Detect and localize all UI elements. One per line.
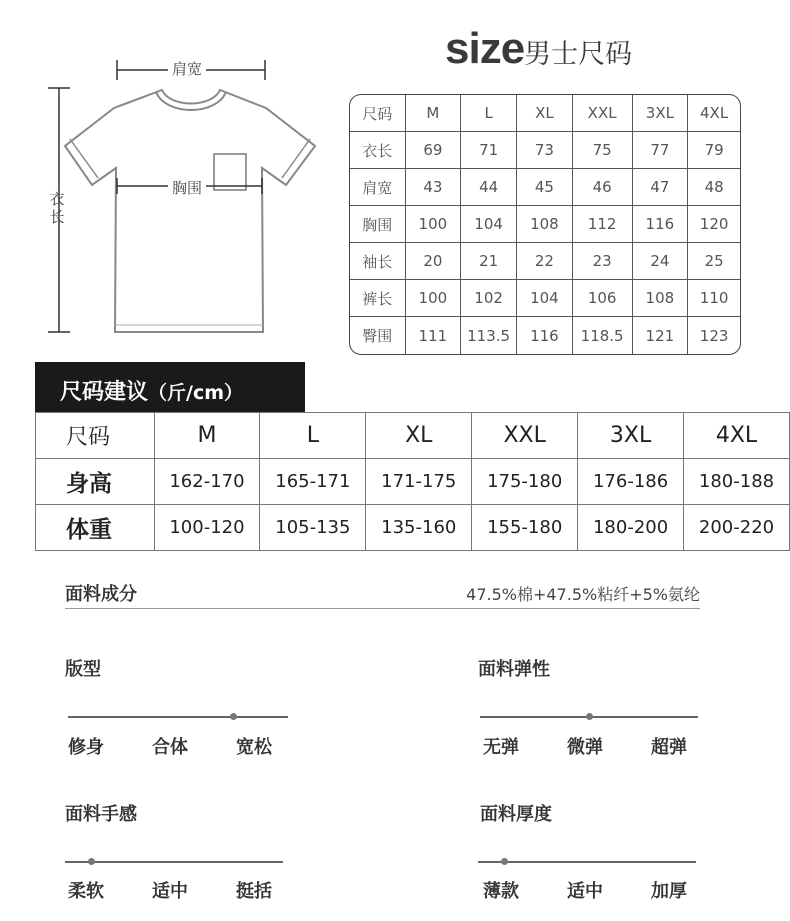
- recommendation-cell: 100-120: [154, 505, 260, 551]
- size-recommendation-header: [35, 362, 305, 412]
- scale-option: 加厚: [651, 881, 687, 902]
- recommendation-cell: 155-180: [472, 505, 578, 551]
- scale-line: [68, 716, 288, 718]
- recommendation-cell: L: [260, 413, 366, 459]
- scale-marker-dot: [586, 713, 593, 720]
- recommendation-unit: （斤/cm）: [148, 382, 244, 404]
- measurement-cell: 111: [406, 317, 462, 354]
- measurement-cell: 113.5: [461, 317, 517, 354]
- measurement-cell: 123: [699, 326, 729, 345]
- measurement-cell: 120: [688, 206, 740, 243]
- scale-option: 微弹: [567, 737, 603, 758]
- fabric-label: 面料成分: [65, 584, 137, 605]
- measurement-cell: 衣长: [350, 132, 406, 169]
- scale-option: 无弹: [483, 737, 519, 758]
- scale-marker-dot: [88, 858, 95, 865]
- recommendation-row-header: 体重: [36, 505, 155, 551]
- measurement-cell: L: [461, 95, 517, 132]
- attribute-title: 面料手感: [65, 804, 137, 825]
- chest-label: 胸围: [168, 177, 206, 198]
- fabric-divider: [65, 608, 700, 609]
- measurement-cell: 100: [406, 206, 462, 243]
- measurement-cell: 45: [517, 169, 573, 206]
- measurement-cell: 胸围: [350, 206, 406, 243]
- recommendation-cell: XL: [366, 413, 472, 459]
- scale-marker-dot: [230, 713, 237, 720]
- recommendation-title: 尺码建议: [60, 380, 149, 405]
- measurement-cell: 袖长: [350, 243, 406, 280]
- measurement-cell: 20: [406, 243, 462, 280]
- measurement-cell: 77: [633, 132, 689, 169]
- recommendation-row-header: 尺码: [36, 413, 155, 459]
- recommendation-row: [36, 459, 790, 505]
- recommendation-cell: M: [154, 413, 260, 459]
- measurement-cell: 47: [633, 169, 689, 206]
- size-title: [445, 24, 632, 74]
- measurement-cell: 106: [573, 280, 633, 317]
- measurement-cell: 4XL: [688, 95, 740, 132]
- recommendation-cell: 3XL: [578, 413, 684, 459]
- recommendation-cell: XXL: [472, 413, 578, 459]
- measurement-cell: XXL: [573, 95, 633, 132]
- measurement-cell: 112: [573, 206, 633, 243]
- scale-option: 超弹: [651, 737, 687, 758]
- measurement-cell: 100: [406, 280, 462, 317]
- scale-option: 挺括: [236, 881, 272, 902]
- measurement-cell: 23: [573, 243, 633, 280]
- measurement-cell: 116: [633, 206, 689, 243]
- measurement-row: [350, 95, 740, 132]
- recommendation-cell: 165-171: [260, 459, 366, 505]
- scale-option: 适中: [567, 881, 603, 902]
- measurement-cell: 69: [406, 132, 462, 169]
- measurement-cell: 108: [517, 206, 573, 243]
- recommendation-cell: 200-220: [684, 505, 790, 551]
- scale-option: 薄款: [483, 881, 519, 902]
- recommendation-cell: 171-175: [366, 459, 472, 505]
- measurement-cell: 118.5: [573, 317, 633, 354]
- scale-option: 适中: [152, 881, 188, 902]
- tshirt-outline-icon: [40, 50, 330, 350]
- measurement-cell: 102: [461, 280, 517, 317]
- measurement-cell: 24: [633, 243, 689, 280]
- measurement-cell: 110: [688, 280, 740, 317]
- measurement-cell: 108: [633, 280, 689, 317]
- scale-option: 修身: [68, 737, 104, 758]
- measurement-cell: M: [406, 95, 462, 132]
- measurement-cell: 21: [461, 243, 517, 280]
- measurement-cell: 73: [517, 132, 573, 169]
- attribute-title: 面料厚度: [480, 804, 552, 825]
- recommendation-cell: 180-188: [684, 459, 790, 505]
- measurement-cell: 22: [517, 243, 573, 280]
- recommendation-cell: 105-135: [260, 505, 366, 551]
- measurement-cell: 48: [688, 169, 740, 206]
- size-title-big: size: [445, 24, 525, 73]
- recommendation-table: [35, 412, 790, 551]
- measurement-cell: 104: [461, 206, 517, 243]
- measurement-cell: 裤长: [350, 280, 406, 317]
- tshirt-diagram: [40, 50, 330, 350]
- recommendation-row: [36, 413, 790, 459]
- attribute-title: 版型: [65, 659, 101, 680]
- recommendation-cell: 176-186: [578, 459, 684, 505]
- measurement-cell: 46: [573, 169, 633, 206]
- scale-line: [478, 861, 696, 863]
- length-label: 衣长: [49, 190, 65, 226]
- measurement-table: [349, 94, 741, 355]
- recommendation-cell: 135-160: [366, 505, 472, 551]
- measurement-cell: 臀围: [350, 317, 406, 354]
- measurement-row: [350, 206, 740, 243]
- measurement-row: [350, 169, 740, 206]
- recommendation-cell: 175-180: [472, 459, 578, 505]
- scale-option: 合体: [152, 737, 188, 758]
- measurement-row: [350, 132, 740, 169]
- measurement-cell: 71: [461, 132, 517, 169]
- recommendation-row-header: 身高: [36, 459, 155, 505]
- fabric-value: 47.5%棉+47.5%粘纤+5%氨纶: [466, 585, 700, 604]
- measurement-cell: 75: [573, 132, 633, 169]
- measurement-cell: 44: [461, 169, 517, 206]
- recommendation-row: [36, 505, 790, 551]
- measurement-cell: 121: [633, 317, 689, 354]
- scale-option: 宽松: [236, 737, 272, 758]
- measurement-cell: 肩宽: [350, 169, 406, 206]
- measurement-cell: 79: [688, 132, 740, 169]
- measurement-cell: 43: [406, 169, 462, 206]
- recommendation-cell: 162-170: [154, 459, 260, 505]
- recommendation-cell: 180-200: [578, 505, 684, 551]
- recommendation-cell: 4XL: [684, 413, 790, 459]
- measurement-cell: 116: [517, 317, 573, 354]
- measurement-cell: 25: [688, 243, 740, 280]
- measurement-row: [350, 317, 740, 354]
- scale-option: 柔软: [68, 881, 104, 902]
- scale-marker-dot: [501, 858, 508, 865]
- scale-line: [65, 861, 283, 863]
- size-title-small: 男士尺码: [524, 39, 633, 70]
- measurement-cell: XL: [517, 95, 573, 132]
- measurement-row: [350, 243, 740, 280]
- measurement-cell: 104: [517, 280, 573, 317]
- measurement-cell: 尺码: [350, 95, 406, 132]
- shoulder-width-label: 肩宽: [168, 58, 206, 79]
- measurement-row: [350, 280, 740, 317]
- attribute-title: 面料弹性: [478, 659, 550, 680]
- measurement-cell: 3XL: [633, 95, 689, 132]
